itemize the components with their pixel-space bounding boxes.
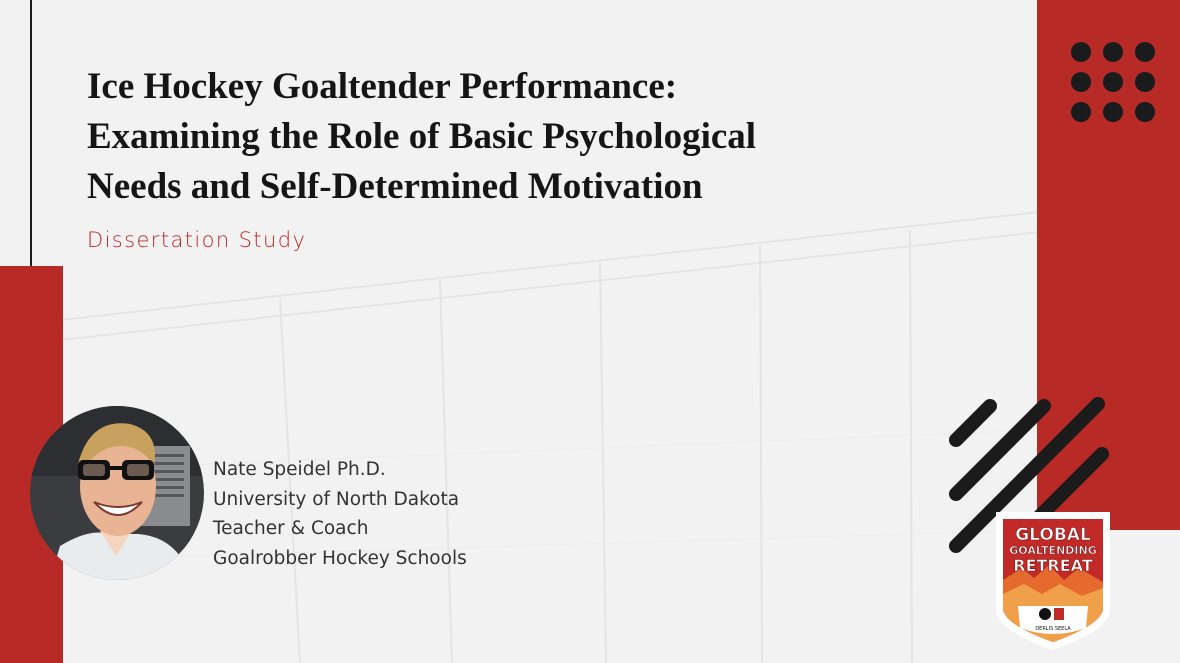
title-line-1: Ice Hockey Goaltender Performance: xyxy=(87,66,678,107)
author-affiliation: University of North Dakota xyxy=(213,488,460,510)
author-role: Teacher & Coach xyxy=(213,518,369,539)
author-info xyxy=(213,455,467,573)
logo-line-1: GLOBAL xyxy=(1015,525,1091,545)
author-organization: Goalrobber Hockey Schools xyxy=(213,547,467,569)
slide-title xyxy=(87,62,987,212)
author-name: Nate Speidel Ph.D. xyxy=(213,459,386,480)
logo-footer: DERLIS SEELA xyxy=(1035,626,1071,632)
goaltending-retreat-logo xyxy=(994,510,1112,652)
logo-line-2: GOALTENDING xyxy=(1009,544,1097,557)
avatar-photo xyxy=(30,406,204,580)
title-line-2: Examining the Role of Basic Psychological xyxy=(87,116,757,157)
logo-line-3: RETREAT xyxy=(1013,556,1093,575)
title-line-3: Needs and Self-Determined Motivation xyxy=(87,166,703,207)
left-accent-line xyxy=(30,0,32,268)
slide-subtitle: Dissertation Study xyxy=(87,228,307,252)
dot-grid-decoration xyxy=(1070,42,1156,124)
